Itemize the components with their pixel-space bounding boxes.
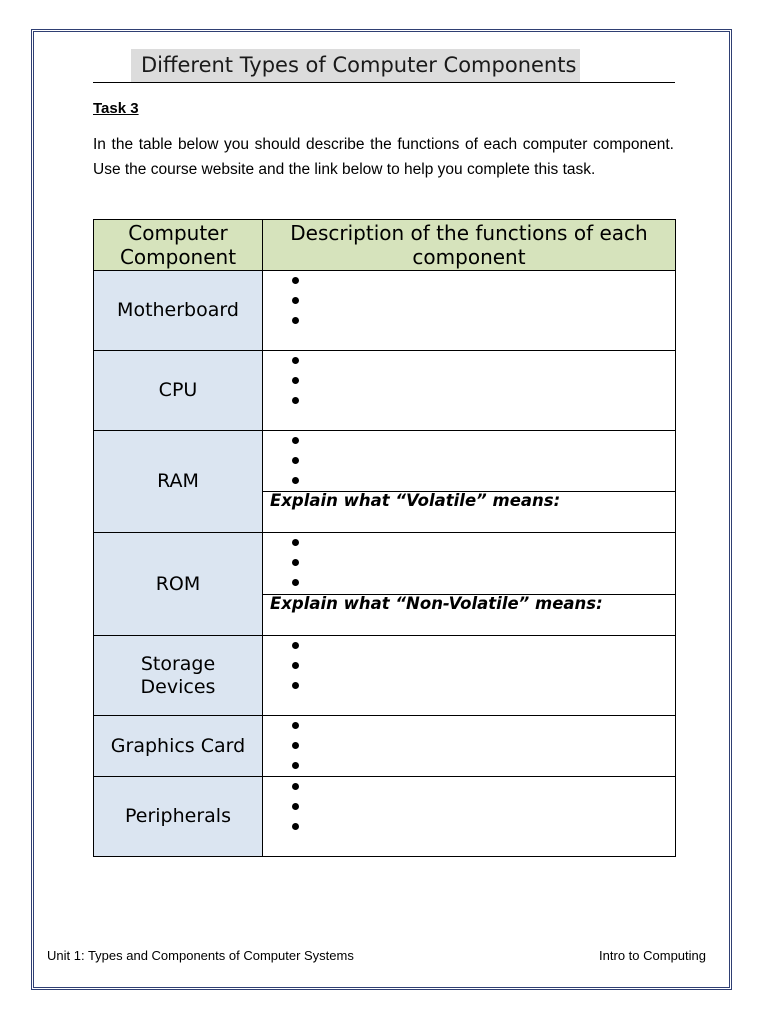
description-cell[interactable] (263, 431, 676, 533)
table-row (94, 533, 676, 636)
footer-course: Intro to Computing (599, 948, 706, 963)
bullet-item (289, 533, 675, 553)
bullet-item (289, 777, 675, 797)
header-component: Computer Component (94, 220, 263, 271)
bullet-list (263, 533, 675, 593)
bullet-list (263, 351, 675, 411)
component-storage-devices (94, 636, 263, 716)
document-title: Different Types of Computer Components (131, 49, 580, 82)
table-row (94, 351, 676, 431)
component-rom: ROM (94, 533, 263, 636)
component-cpu: CPU (94, 351, 263, 431)
bullet-item (289, 716, 675, 736)
bullet-item (289, 451, 675, 471)
bullet-item (289, 391, 675, 411)
bullet-item (289, 431, 675, 451)
instructions-paragraph: In the table below you should describe the functions of each computer component. Use the course website and the link below to help you complete this task. (93, 136, 674, 178)
table-row (94, 777, 676, 857)
description-cell[interactable] (263, 777, 676, 857)
task-heading: Task 3 (93, 100, 139, 117)
bullet-item (289, 636, 675, 656)
bullet-item (289, 371, 675, 391)
table-row (94, 716, 676, 777)
bullet-item (289, 676, 675, 696)
bullet-item (289, 756, 675, 776)
footer-unit: Unit 1: Types and Components of Computer Systems (47, 948, 354, 963)
description-cell[interactable] (263, 271, 676, 351)
component-motherboard: Motherboard (94, 271, 263, 351)
component-peripherals: Peripherals (94, 777, 263, 857)
bullet-item (289, 736, 675, 756)
bullet-item (289, 573, 675, 593)
volatile-prompt[interactable]: Explain what “Volatile” means: (263, 491, 675, 531)
title-rule (93, 48, 675, 83)
bullet-item (289, 817, 675, 837)
bullet-list (263, 271, 675, 331)
bullet-list (263, 431, 675, 491)
header-description: Description of the functions of each component (263, 220, 676, 271)
description-cell[interactable] (263, 351, 676, 431)
table-row (94, 636, 676, 716)
bullet-list (263, 716, 675, 776)
bullet-list (263, 777, 675, 837)
bullet-item (289, 271, 675, 291)
bullet-item (289, 656, 675, 676)
table-row (94, 431, 676, 533)
bullet-list (263, 636, 675, 696)
non-volatile-prompt[interactable]: Explain what “Non-Volatile” means: (263, 594, 675, 634)
bullet-item (289, 291, 675, 311)
bullet-item (289, 351, 675, 371)
components-table (93, 219, 676, 857)
bullet-item (289, 311, 675, 331)
bullet-item (289, 797, 675, 817)
component-graphics-card: Graphics Card (94, 716, 263, 777)
description-cell[interactable] (263, 716, 676, 777)
storage-devices-label: Storage Devices (140, 652, 216, 698)
component-ram: RAM (94, 431, 263, 533)
description-cell[interactable] (263, 636, 676, 716)
description-cell[interactable] (263, 533, 676, 636)
table-row (94, 271, 676, 351)
bullet-item (289, 553, 675, 573)
bullet-item (289, 471, 675, 491)
